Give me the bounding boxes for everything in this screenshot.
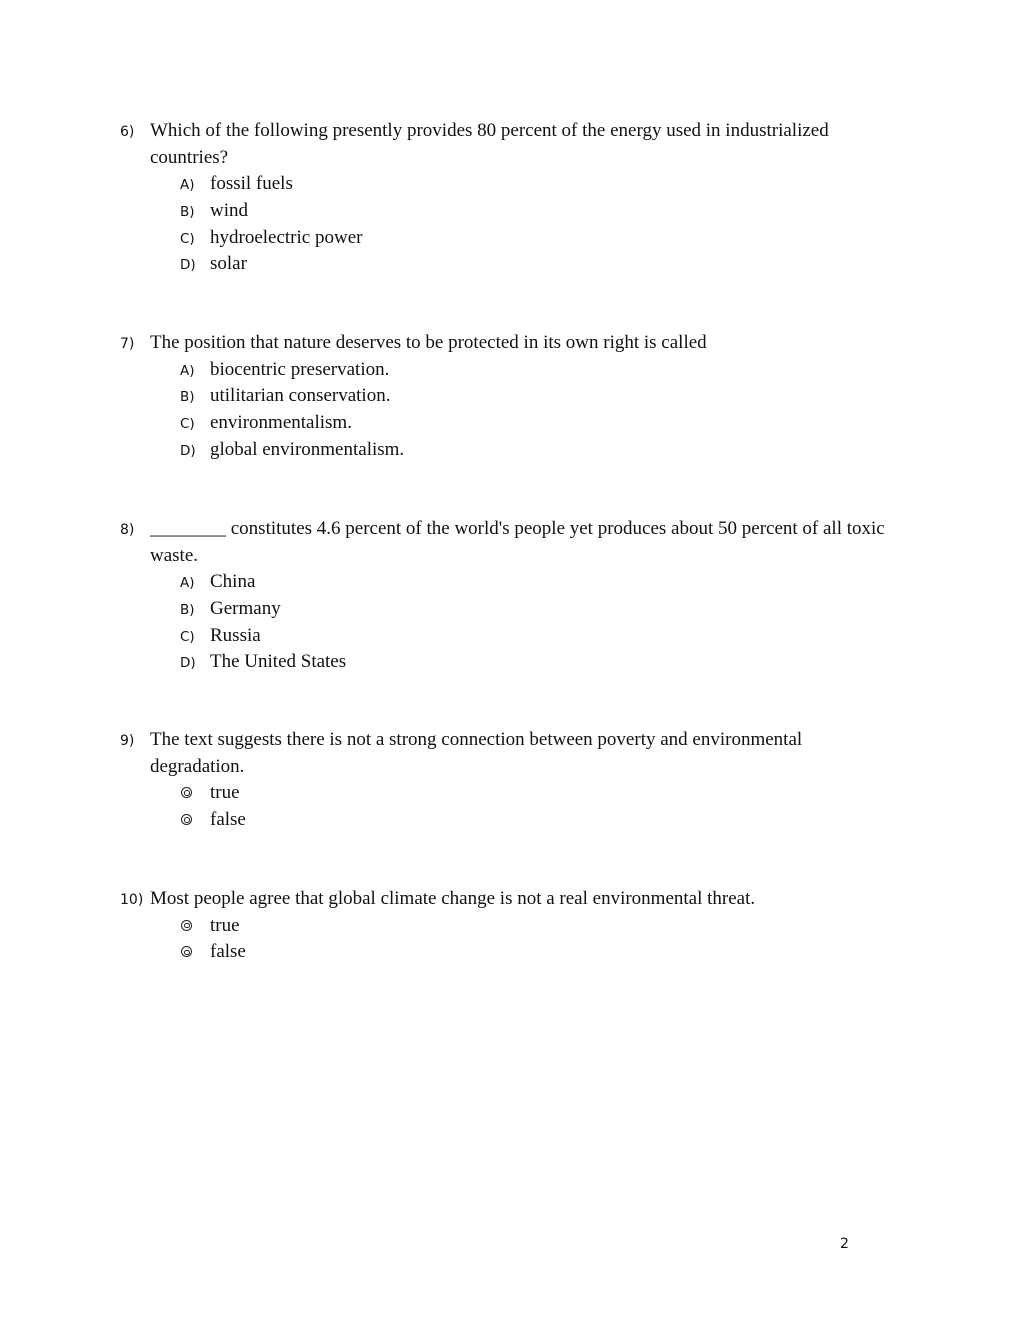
choice-letter: B)	[180, 601, 195, 618]
choice-b	[0, 596, 1020, 623]
choice-d	[0, 251, 1020, 278]
radio-button-icon[interactable]	[181, 814, 192, 825]
choice-text: fossil fuels	[210, 173, 293, 194]
question-stem	[0, 516, 895, 569]
question-text: The text suggests there is not a strong connection between poverty and environmental degradation.	[150, 729, 803, 777]
choice-text: Russia	[210, 624, 261, 646]
question-6	[0, 118, 1020, 278]
question-stem	[0, 118, 895, 171]
choice-text: Germany	[210, 597, 281, 619]
choice-text: wind	[210, 199, 248, 221]
choice-letter: D)	[180, 655, 196, 672]
choice-d	[0, 649, 1020, 676]
question-10	[0, 886, 1020, 966]
question-stem	[0, 330, 895, 357]
question-number: 7)	[120, 336, 135, 352]
choice-text: global environmentalism.	[210, 438, 405, 460]
choice-letter: D)	[180, 257, 196, 274]
question-number: 8)	[120, 522, 135, 538]
question-number: 6)	[120, 124, 135, 140]
radio-button-icon[interactable]	[181, 787, 192, 798]
choice-letter: C)	[180, 230, 195, 247]
choice-letter: C)	[180, 416, 195, 433]
choice-true[interactable]	[0, 913, 1020, 940]
question-8	[0, 516, 1020, 676]
choice-b	[0, 383, 1020, 410]
choice-a	[0, 357, 1020, 384]
choice-text: China	[210, 571, 256, 592]
choice-text: true	[210, 914, 240, 936]
choice-text: false	[210, 808, 246, 830]
choice-text: utilitarian conservation.	[210, 385, 391, 407]
choice-false[interactable]	[0, 807, 1020, 834]
choice-b	[0, 198, 1020, 225]
page-number: 2	[840, 1236, 849, 1252]
choice-a	[0, 569, 1020, 596]
question-text: The position that nature deserves to be protected in its own right is called	[150, 332, 707, 353]
choice-c	[0, 225, 1020, 252]
choice-text: environmentalism.	[210, 412, 352, 434]
choice-letter: A)	[180, 177, 195, 193]
choice-text: hydroelectric power	[210, 226, 363, 248]
question-9	[0, 727, 1020, 834]
question-7	[0, 330, 1020, 464]
radio-button-icon[interactable]	[181, 920, 192, 931]
choice-letter: A)	[180, 362, 195, 379]
choice-c	[0, 410, 1020, 437]
choice-text: The United States	[210, 651, 347, 673]
choice-letter: D)	[180, 442, 196, 459]
choice-letter: A)	[180, 575, 195, 591]
choice-false[interactable]	[0, 939, 1020, 966]
choice-d	[0, 437, 1020, 464]
choice-c	[0, 623, 1020, 650]
choice-a	[0, 171, 1020, 198]
choice-text: false	[210, 941, 246, 963]
question-number: 9)	[120, 733, 135, 749]
choice-text: true	[210, 782, 240, 803]
choice-true[interactable]	[0, 780, 1020, 807]
choice-text: solar	[210, 253, 247, 275]
question-text: Which of the following presently provides 80 percent of the energy used in industrialized countries?	[150, 120, 829, 168]
question-text: Most people agree that global climate change is not a real environmental threat.	[150, 888, 756, 909]
question-stem	[0, 727, 895, 780]
radio-button-icon[interactable]	[181, 946, 192, 957]
question-number: 10)	[120, 892, 144, 908]
choice-letter: B)	[180, 203, 195, 220]
question-stem	[0, 886, 895, 913]
choice-letter: B)	[180, 389, 195, 406]
question-text: ________ constitutes 4.6 percent of the world's people yet produces about 50 percent of all toxic waste.	[150, 518, 885, 566]
choice-text: biocentric preservation.	[210, 358, 390, 380]
choice-letter: C)	[180, 628, 195, 645]
